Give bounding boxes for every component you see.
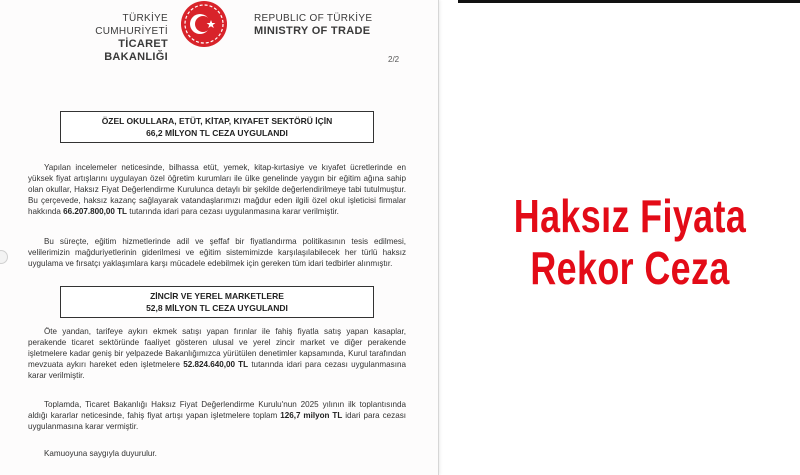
paragraph-text: idari para cezası uygulanmasına karar vermiştir. [28,410,406,431]
ministry-name-english [254,12,394,38]
page-number: 2/2 [388,55,400,64]
paragraph-schools-measures [28,237,406,270]
ministry-name-turkish [58,12,168,64]
section-heading-markets-line1: ZİNCİR VE YEREL MARKETLERE [150,291,284,301]
section-heading-schools-line2: 66,2 MİLYON TL CEZA UYGULANDI [146,128,288,138]
section-heading-schools [60,111,374,143]
paragraph-schools-findings [28,163,406,218]
carousel-handle[interactable] [0,250,8,264]
header-left-line2: TİCARET BAKANLIĞI [104,38,168,63]
paragraph-text: Yapılan incelemeler neticesinde, bilhassa etüt, yemek, kitap-kırtasiye ve kıyafet ücretlerinde en yüksek fiyat artışlarını uygulayan özel öğretim kurumları ile ülke genelinde yaygın bir eğitim ağına sahip olan okullar, Haksız Fiyat Değerlendirme Kurulunca detaylı bir şekilde değerlendirilmeye tabi tutulmuştur. Bu çerçevede, haksız kazanç sağlayarak vatandaşlarımızı mağdur eden ilgili özel okul işleticisi firmalar hakkında [28,163,406,216]
paragraph-closing [28,449,406,460]
header-left-line1: TÜRKİYE CUMHURİYETİ [95,13,168,37]
paragraph-text: Öte yandan, tarifeye aykırı ekmek satışı yapan fırınlar ile fahiş fiyatla satış yapan kasaplar, perakende ticaret sektöründe faaliyet gösteren ulusal ve yerel zincir market ve diğer perakende işletmelere kadar geniş bir yelpazede Bakanlığımızca yürütülen denetimler kapsamında, Kurul tarafından mevzuata aykırı hareket eden işletmelere [28,327,406,369]
headline-line2: Rekor Ceza [530,242,730,294]
fine-amount-schools: 66.207.800,00 TL [63,206,128,216]
header-right-line2: MINISTRY OF TRADE [254,25,371,37]
paragraph-markets-findings [28,327,406,382]
fine-amount-markets: 52.824.640,00 TL [183,359,249,369]
headline [490,190,771,294]
paragraph-text: tutarında idari para cezası uygulanmasına karar verilmiştir. [127,206,339,216]
header-right-line1: REPUBLIC OF TÜRKİYE [254,13,373,24]
paragraph-text: tutarında idari para cezası uygulanmasına karar verilmiştir. [28,359,406,380]
paragraph-text: Kamuoyuna saygıyla duyurulur. [44,449,157,458]
paragraph-total [28,400,406,433]
section-heading-schools-line1: ÖZEL OKULLARA, ETÜT, KİTAP, KIYAFET SEKTÖRÜ İÇİN [101,116,333,126]
paragraph-text: Bu süreçte, eğitim hizmetlerinde adil ve şeffaf bir fiyatlandırma politikasının tesis edilmesi, velilerimizin mağduriyetlerinin giderilmesi ve eğitim sistemimizde karşılaşılabilecek her türlü haksız uygulama ve fırsatçı yaklaşımlara karşı mücadele edebilmek için gereken tüm idari tedbirler alınmıştır. [28,237,406,268]
section-heading-markets [60,286,374,318]
top-divider [458,0,800,3]
headline-line1: Haksız Fiyata [513,190,747,242]
paragraph-text: Toplamda, Ticaret Bakanlığı Haksız Fiyat Değerlendirme Kurulu'nun 2025 yılının ilk toplantısında aldığı kararlar neticesinde, fahiş fiyat artışı yapan işletmelere toplam [28,400,406,420]
ministry-seal-logo [178,0,230,52]
fine-amount-total: 126,7 milyon TL [280,410,343,420]
section-heading-markets-line2: 52,8 MİLYON TL CEZA UYGULANDI [146,303,288,313]
